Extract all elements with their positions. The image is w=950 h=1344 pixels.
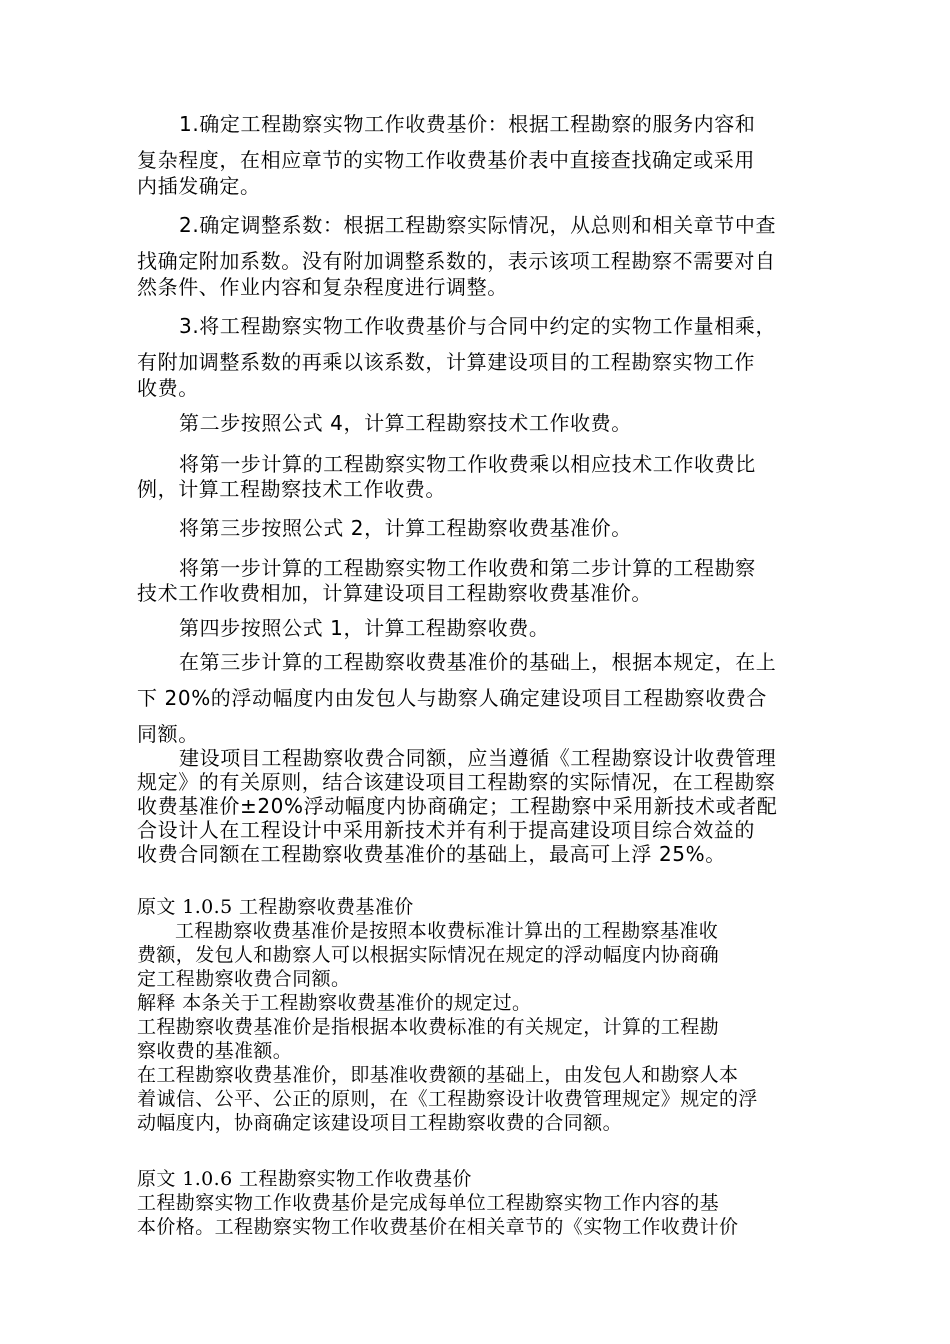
section-heading: 原文 1.0.5 工程勘察收费基准价 — [137, 896, 414, 918]
text-line: 复杂程度，在相应章节的实物工作收费基价表中直接查找确定或采用 — [137, 148, 755, 172]
text-line: 在第三步计算的工程勘察收费基准价的基础上，根据本规定，在上 — [179, 650, 777, 674]
paragraph-step1-item2 — [137, 202, 817, 300]
paragraph-step2-body — [137, 446, 817, 502]
text-line: 定工程勘察收费合同额。 — [137, 968, 351, 990]
text-line: 工程勘察收费基准价是按照本收费标准计算出的工程勘察基准收 — [175, 920, 719, 942]
text-line: 收费。 — [137, 376, 199, 400]
text-line: 同额。 — [137, 722, 199, 746]
text-line: 1.确定工程勘察实物工作收费基价：根据工程勘察的服务内容和 — [179, 112, 756, 136]
paragraph-contract-amount — [137, 746, 817, 866]
section-1-0-6 — [137, 1167, 817, 1239]
text-line: 建设项目工程勘察收费合同额，应当遵循《工程勘察设计收费管理 — [179, 746, 777, 770]
text-line: 例，计算工程勘察技术工作收费。 — [137, 477, 446, 501]
text-line: 本价格。工程勘察实物工作收费基价在相关章节的《实物工作收费计价 — [137, 1216, 739, 1238]
paragraph-step1-item3 — [137, 303, 817, 401]
text-line: 在工程勘察收费基准价，即基准收费额的基础上，由发包人和勘察人本 — [137, 1064, 739, 1086]
text-line: 收费基准价±20%浮动幅度内协商确定；工程勘察中采用新技术或者配 — [137, 794, 778, 818]
text-line: 收费合同额在工程勘察收费基准价的基础上，最高可上浮 25%。 — [137, 842, 726, 866]
text-line: 将第一步计算的工程勘察实物工作收费乘以相应技术工作收费比 — [179, 452, 756, 476]
text-line: 解释 本条关于工程勘察收费基准价的规定过。 — [137, 992, 532, 1014]
paragraph-step3-body — [137, 550, 817, 606]
text-line: 第二步按照公式 4，计算工程勘察技术工作收费。 — [179, 411, 632, 435]
text-line: 工程勘察收费基准价是指根据本收费标准的有关规定，计算的工程勘 — [137, 1016, 720, 1038]
text-line: 3.将工程勘察实物工作收费基价与合同中约定的实物工作量相乘， — [179, 314, 777, 338]
text-line: 规定》的有关原则，结合该建设项目工程勘察的实际情况，在工程勘察 — [137, 770, 776, 794]
text-line: 动幅度内，协商确定该建设项目工程勘察收费的合同额。 — [137, 1112, 623, 1134]
paragraph-step4-body — [137, 644, 817, 752]
text-line: 下 20%的浮动幅度内由发包人与勘察人确定建设项目工程勘察收费合 — [137, 686, 768, 710]
text-line: 找确定附加系数。没有附加调整系数的，表示该项工程勘察不需要对自 — [137, 249, 776, 273]
section-1-0-5 — [137, 895, 817, 1135]
text-line: 费额，发包人和勘察人可以根据实际情况在规定的浮动幅度内协商确 — [137, 944, 720, 966]
text-line: 察收费的基准额。 — [137, 1040, 293, 1062]
paragraph-step1-item1 — [137, 101, 817, 199]
paragraph-step3-heading — [137, 505, 817, 551]
text-line: 合设计人在工程设计中采用新技术并有利于提高建设项目综合效益的 — [137, 818, 755, 842]
text-line: 然条件、作业内容和复杂程度进行调整。 — [137, 275, 508, 299]
paragraph-step2-heading — [137, 400, 817, 446]
text-line: 将第一步计算的工程勘察实物工作收费和第二步计算的工程勘察 — [179, 556, 756, 580]
text-line: 内插发确定。 — [137, 174, 261, 198]
text-line: 技术工作收费相加，计算建设项目工程勘察收费基准价。 — [137, 581, 652, 605]
text-line: 第四步按照公式 1，计算工程勘察收费。 — [179, 616, 550, 640]
text-line: 将第三步按照公式 2，计算工程勘察收费基准价。 — [179, 516, 632, 540]
text-line: 有附加调整系数的再乘以该系数，计算建设项目的工程勘察实物工作 — [137, 350, 755, 374]
section-heading: 原文 1.0.6 工程勘察实物工作收费基价 — [137, 1168, 472, 1190]
text-line: 着诚信、公平、公正的原则，在《工程勘察设计收费管理规定》规定的浮 — [137, 1088, 758, 1110]
text-line: 工程勘察实物工作收费基价是完成每单位工程勘察实物工作内容的基 — [137, 1192, 720, 1214]
text-line: 2.确定调整系数：根据工程勘察实际情况，从总则和相关章节中查 — [179, 213, 777, 237]
